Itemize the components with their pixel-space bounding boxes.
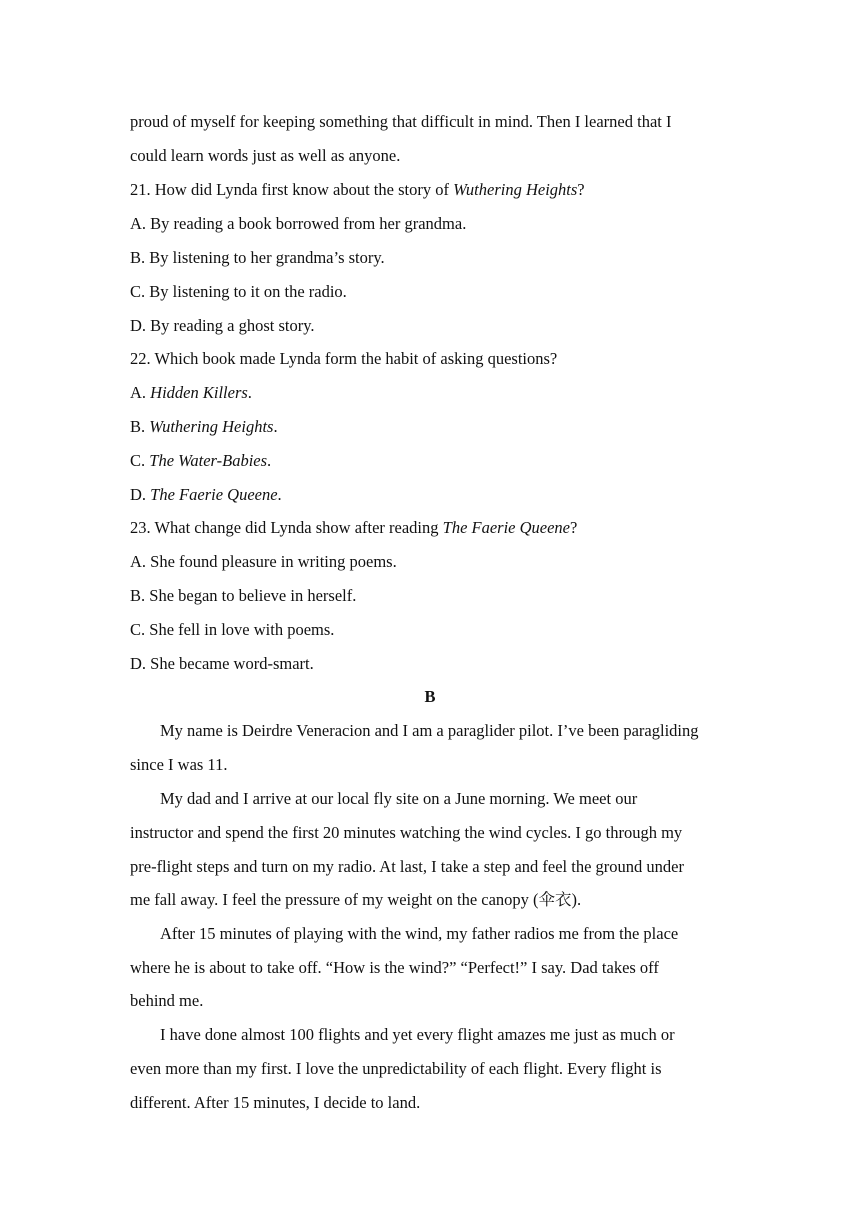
question-23-option-c: C. She fell in love with poems. <box>130 620 335 639</box>
question-21-option-c: C. By listening to it on the radio. <box>130 282 347 301</box>
passage-b-line: where he is about to take off. “How is the wind?” “Perfect!” I say. Dad takes off <box>130 958 659 977</box>
passage-b-line: even more than my first. I love the unpredictability of each flight. Every flight is <box>130 1059 662 1078</box>
question-22-option-b: B. Wuthering Heights. <box>130 417 278 436</box>
passage-b-line: me fall away. I feel the pressure of my weight on the canopy (伞衣). <box>130 890 582 909</box>
question-22-option-a: A. Hidden Killers. <box>130 383 252 402</box>
passage-a-line: proud of myself for keeping something that difficult in mind. Then I learned that I <box>130 112 672 131</box>
passage-b-line: different. After 15 minutes, I decide to land. <box>130 1093 421 1112</box>
question-21-option-a: A. By reading a book borrowed from her grandma. <box>130 214 467 233</box>
question-22-option-c: C. The Water-Babies. <box>130 451 272 470</box>
question-21-option-b: B. By listening to her grandma’s story. <box>130 248 385 267</box>
passage-b-line: My name is Deirdre Veneracion and I am a paraglider pilot. I’ve been paragliding <box>160 721 699 740</box>
passage-a-line: could learn words just as well as anyone. <box>130 146 401 165</box>
passage-b-line: My dad and I arrive at our local fly site on a June morning. We meet our <box>160 789 638 808</box>
passage-b-line: I have done almost 100 flights and yet every flight amazes me just as much or <box>160 1025 675 1044</box>
passage-b-line: After 15 minutes of playing with the wind, my father radios me from the place <box>160 924 679 943</box>
question-23-option-d: D. She became word-smart. <box>130 654 314 673</box>
section-heading: B <box>424 687 436 706</box>
passage-b-line: behind me. <box>130 991 204 1010</box>
question-21-stem: 21. How did Lynda first know about the story of Wuthering Heights? <box>130 180 585 199</box>
passage-b-line: since I was 11. <box>130 755 228 774</box>
question-21-option-d: D. By reading a ghost story. <box>130 316 315 335</box>
question-22-stem: 22. Which book made Lynda form the habit of asking questions? <box>130 349 558 368</box>
passage-b-line: pre-flight steps and turn on my radio. At last, I take a step and feel the ground under <box>130 857 684 876</box>
question-23-option-a: A. She found pleasure in writing poems. <box>130 552 397 571</box>
question-23-option-b: B. She began to believe in herself. <box>130 586 357 605</box>
passage-b-line: instructor and spend the first 20 minutes watching the wind cycles. I go through my <box>130 823 683 842</box>
question-23-stem: 23. What change did Lynda show after reading The Faerie Queene? <box>130 518 578 537</box>
question-22-option-d: D. The Faerie Queene. <box>130 485 282 504</box>
